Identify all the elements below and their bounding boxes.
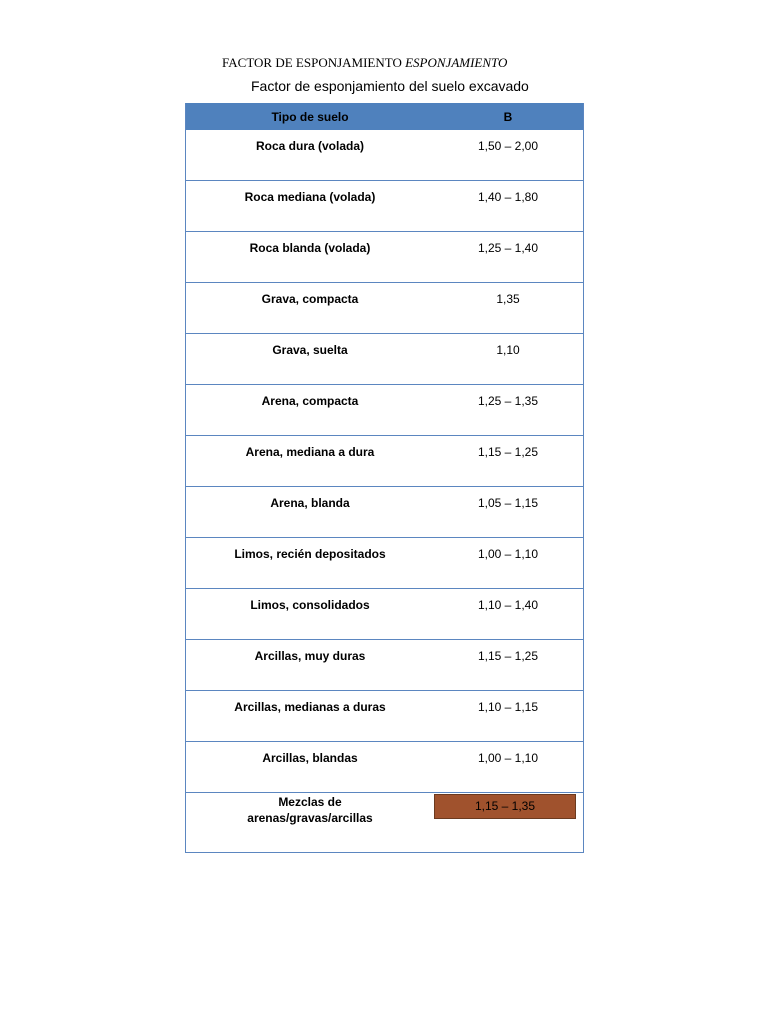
table-row	[186, 385, 583, 436]
table-row	[186, 589, 583, 640]
soil-type-cell: Grava, suelta	[272, 343, 348, 357]
b-value-cell: 1,10	[496, 343, 520, 357]
table-row	[186, 181, 583, 232]
soil-type-cell: Arena, compacta	[261, 394, 359, 408]
soil-type-cell: Roca blanda (volada)	[249, 241, 371, 255]
table-row	[186, 742, 583, 793]
table-row	[186, 793, 583, 852]
table-row	[186, 436, 583, 487]
title-emphasis: ESPONJAMIENTO	[405, 55, 508, 70]
table-row	[186, 640, 583, 691]
soil-type-cell: Limos, consolidados	[250, 598, 370, 612]
soil-type-line: arenas/gravas/arcillas	[247, 811, 373, 825]
table-row	[186, 691, 583, 742]
table-row	[186, 538, 583, 589]
soil-type-cell: Arcillas, medianas a duras	[234, 700, 386, 714]
table-row	[186, 232, 583, 283]
soil-type-cell: Grava, compacta	[261, 292, 359, 306]
b-value-cell: 1,15 – 1,25	[477, 649, 539, 663]
b-value-cell: 1,05 – 1,15	[477, 496, 539, 510]
soil-type-cell: Arcillas, blandas	[262, 751, 358, 765]
b-value-cell: 1,25 – 1,35	[477, 394, 539, 408]
b-value-cell: 1,40 – 1,80	[477, 190, 539, 204]
b-value-cell: 1,15 – 1,25	[477, 445, 539, 459]
soil-type-cell: Roca mediana (volada)	[244, 190, 376, 204]
b-value-cell	[434, 793, 582, 852]
soil-type-cell: Roca dura (volada)	[255, 139, 365, 153]
title-main: FACTOR DE ESPONJAMIENTO	[222, 55, 406, 70]
b-value-cell: 1,25 – 1,40	[477, 241, 539, 255]
b-value-cell: 1,00 – 1,10	[477, 751, 539, 765]
soil-type-cell	[186, 793, 434, 852]
table-header	[186, 103, 583, 130]
soil-type-cell: Arena, mediana a dura	[245, 445, 375, 459]
soil-swell-table	[185, 103, 584, 853]
b-value-cell: 1,00 – 1,10	[477, 547, 539, 561]
soil-type-line: Mezclas de	[278, 795, 342, 809]
soil-type-cell: Arcillas, muy duras	[254, 649, 366, 663]
b-value-cell: 1,35	[496, 292, 520, 306]
soil-type-cell: Limos, recién depositados	[234, 547, 386, 561]
b-value-cell: 1,10 – 1,15	[477, 700, 539, 714]
table-row	[186, 130, 583, 181]
document-subtitle: Factor de esponjamiento del suelo excavado	[251, 78, 529, 94]
header-soil-type: Tipo de suelo	[271, 109, 349, 124]
table-row	[186, 487, 583, 538]
soil-type-cell: Arena, blanda	[270, 496, 350, 510]
header-b: B	[503, 109, 513, 124]
highlighted-value: 1,15 – 1,35	[434, 794, 576, 819]
b-value-cell: 1,50 – 2,00	[477, 139, 539, 153]
table-row	[186, 283, 583, 334]
b-value-cell: 1,10 – 1,40	[477, 598, 539, 612]
document-title	[222, 55, 507, 71]
table-row	[186, 334, 583, 385]
